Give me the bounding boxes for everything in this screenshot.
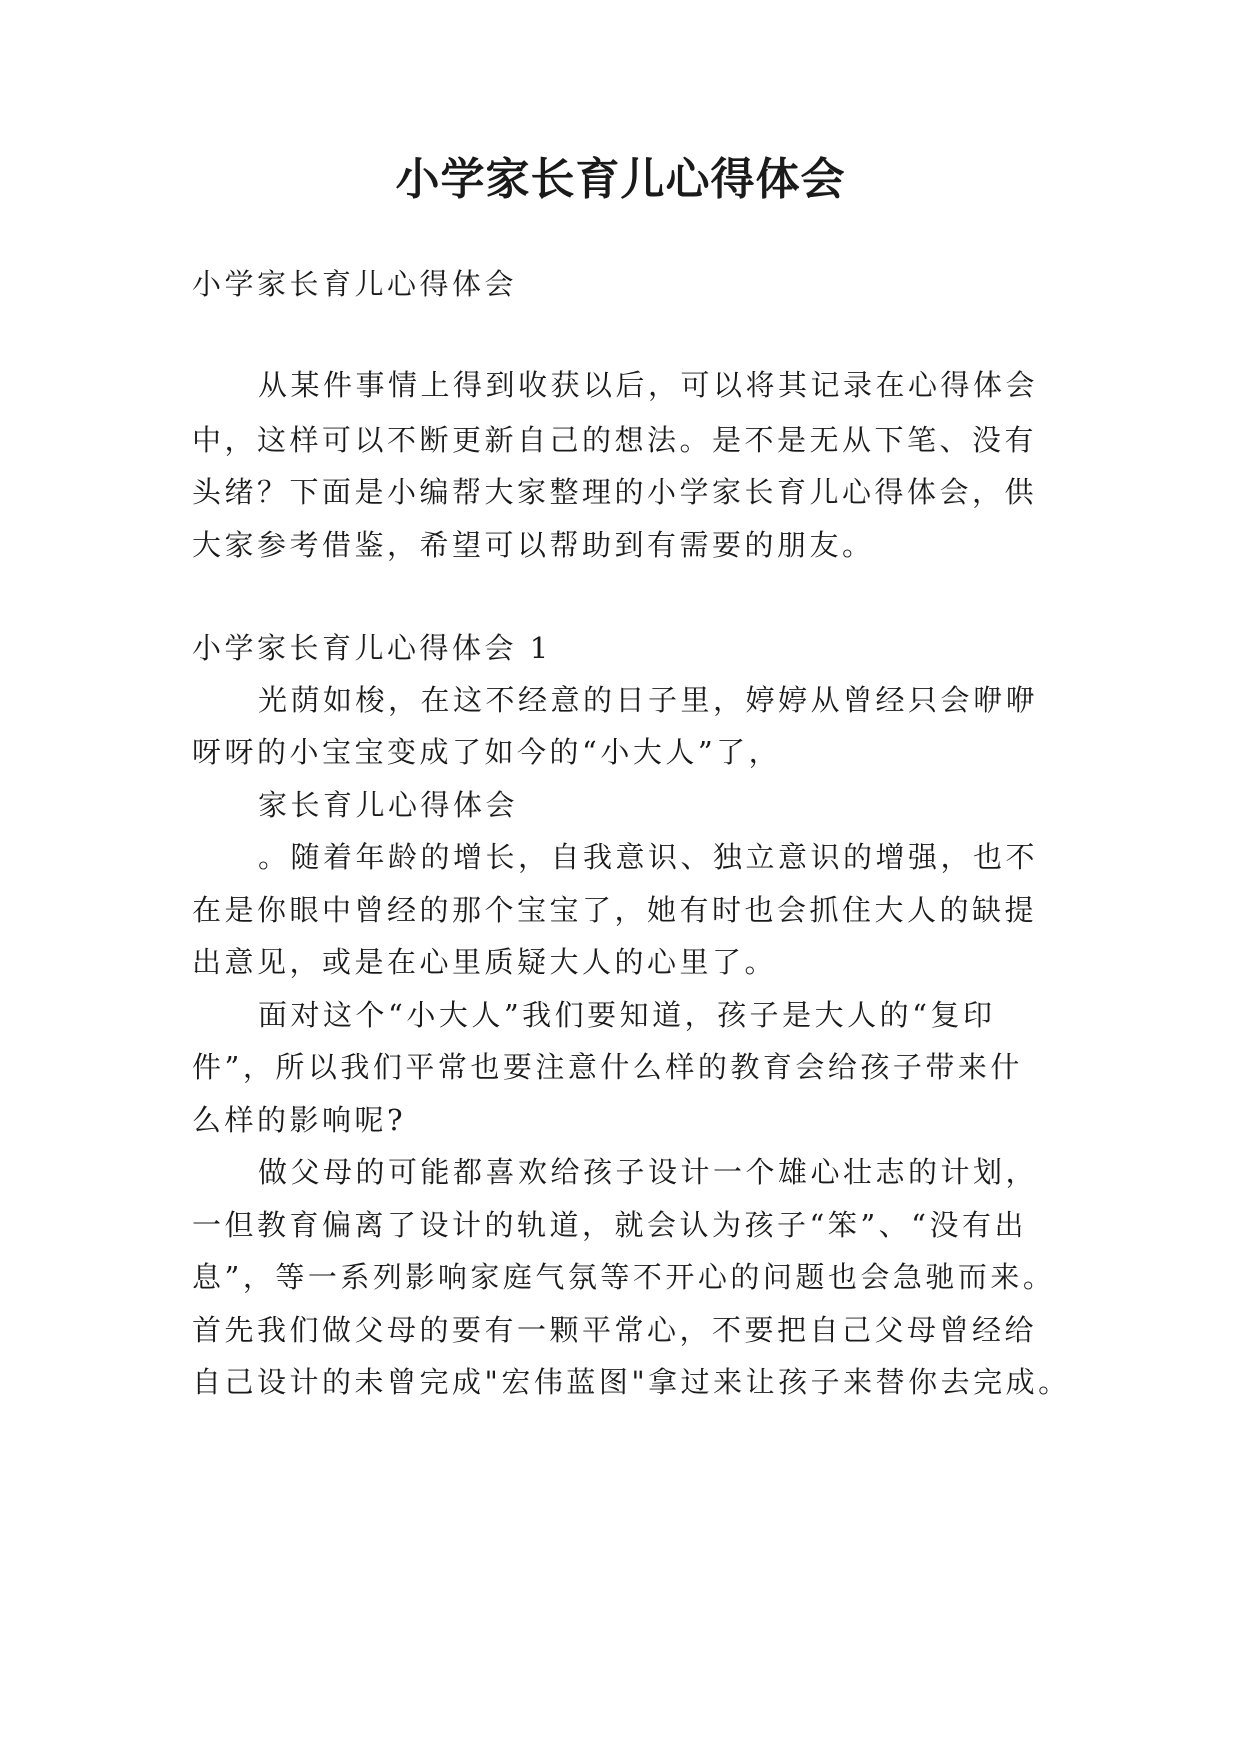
paragraph-line: 头绪？下面是小编帮大家整理的小学家长育儿心得体会，供: [192, 475, 1038, 509]
paragraph-line: 么样的影响呢?: [192, 1103, 407, 1137]
paragraph-line: 大家参考借鉴，希望可以帮助到有需要的朋友。: [192, 528, 875, 562]
paragraph-line: 。随着年龄的增长，自我意识、独立意识的增强，也不: [258, 840, 1039, 874]
paragraph-line: 出意见，或是在心里质疑大人的心里了。: [192, 945, 778, 979]
paragraph-line: 从某件事情上得到收获以后，可以将其记录在心得体会: [258, 368, 1039, 402]
document-title: 小学家长育儿心得体会: [395, 154, 846, 205]
paragraph-line: 首先我们做父母的要有一颗平常心，不要把自己父母曾经给: [192, 1313, 1038, 1347]
paragraph-line: 件”，所以我们平常也要注意什么样的教育会给孩子带来什: [192, 1050, 1023, 1084]
paragraph-line: 息”，等一系列影响家庭气氛等不开心的问题也会急驰而来。: [192, 1260, 1056, 1294]
paragraph-line: 自己设计的未曾完成"宏伟蓝图"拿过来让孩子来替你去完成。: [192, 1365, 1071, 1399]
section-heading: 小学家长育儿心得体会 1: [192, 631, 552, 665]
paragraph-line: 呀呀的小宝宝变成了如今的“小大人”了，: [192, 735, 782, 769]
paragraph-line: 一但教育偏离了设计的轨道，就会认为孩子“笨”、“没有出: [192, 1208, 1027, 1242]
paragraph-line: 光荫如梭，在这不经意的日子里，婷婷从曾经只会咿咿: [258, 683, 1039, 717]
subtitle-line: 小学家长育儿心得体会: [192, 267, 518, 301]
paragraph-line: 在是你眼中曾经的那个宝宝了，她有时也会抓住大人的缺提: [192, 893, 1038, 927]
paragraph-line: 做父母的可能都喜欢给孩子设计一个雄心壮志的计划，: [258, 1155, 1039, 1189]
paragraph-line: 中，这样可以不断更新自己的想法。是不是无从下笔、没有: [192, 423, 1038, 457]
paragraph-line: 家长育儿心得体会: [258, 788, 519, 822]
paragraph-line: 面对这个“小大人”我们要知道，孩子是大人的“复印: [258, 998, 996, 1032]
